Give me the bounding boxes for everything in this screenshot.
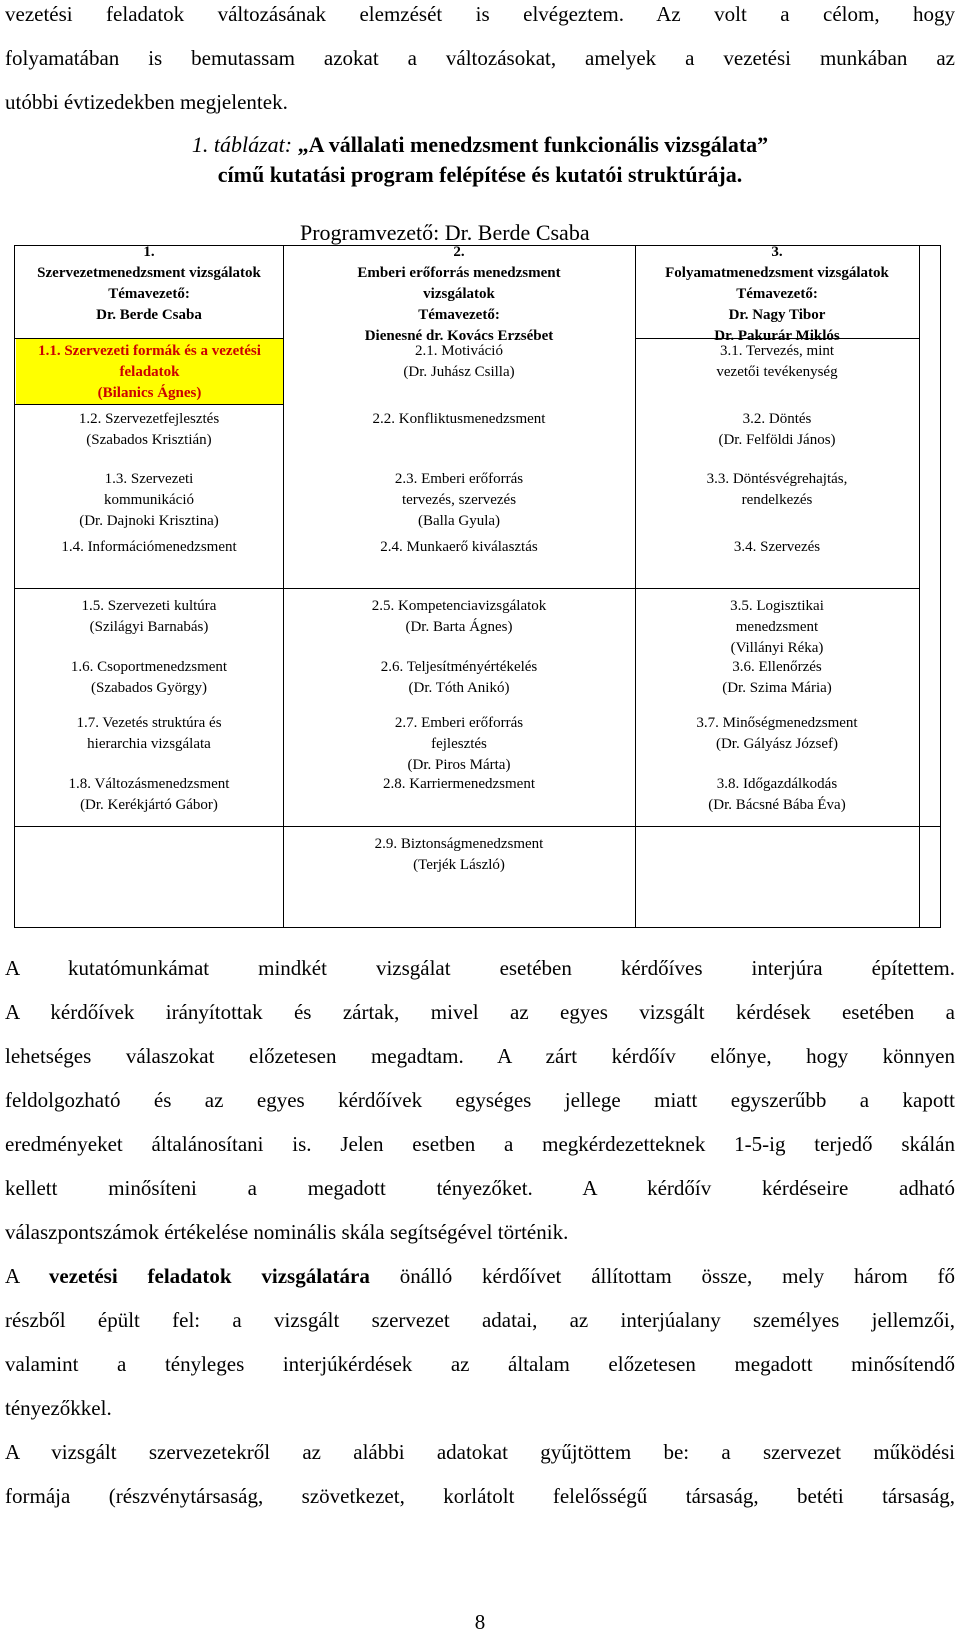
body-p3-line-2: formája (részvénytársaság, szövetkezet, korlátolt felelősségű társaság, betéti társaság,	[5, 1484, 955, 1508]
cell-3-3: 3.3. Döntésvégrehajtás, rendelkezés	[706, 471, 848, 508]
col1-header: 1. Szervezetmenedzsment vizsgálatok Témavezető: Dr. Berde Csaba	[37, 244, 261, 323]
body-p1-line-6: kellett minősíteni a megadott tényezőket. A kérdőív kérdéseire adható	[5, 1176, 955, 1200]
page-number: 8	[474, 1610, 486, 1634]
p2-start: A	[5, 1264, 49, 1288]
cell-3-4: 3.4. Szervezés	[733, 539, 821, 555]
cell-3-2: 3.2. Döntés (Dr. Felföldi János)	[718, 411, 836, 448]
table-caption-label: 1. táblázat:	[191, 132, 293, 157]
cell-2-5: 2.5. Kompetenciavizsgálatok (Dr. Barta Ágnes)	[371, 598, 547, 635]
cell-2-8: 2.8. Karriermenedzsment	[382, 776, 536, 792]
table-caption-line-1	[0, 130, 960, 160]
body-p2-line-2: részből épült fel: a vizsgált szervezet adatai, az interjúalany személyes jellemzői,	[5, 1308, 955, 1332]
cell-3-8: 3.8. Időgazdálkodás (Dr. Bácsné Bába Éva)	[708, 776, 846, 813]
cell-1-5: 1.5. Szervezeti kultúra (Szilágyi Barnabás)	[81, 598, 217, 635]
body-p1-line-3: lehetséges válaszokat előzetesen megadtam. A zárt kérdőív előnye, hogy könnyen	[5, 1044, 955, 1068]
cell-1-6: 1.6. Csoportmenedzsment (Szabados György)	[70, 659, 228, 696]
body-p1-line-2: A kérdőívek irányítottak és zártak, mivel az egyes vizsgált kérdések esetében a	[5, 1000, 955, 1024]
table-caption-title-1: „A vállalati menedzsment funkcionális vizsgálata”	[297, 132, 769, 157]
program-leader: Programvezető: Dr. Berde Csaba	[300, 220, 590, 245]
cell-2-6: 2.6. Teljesítményértékelés (Dr. Tóth Anikó)	[380, 659, 538, 696]
body-p1-line-7: válaszpontszámok értékelése nominális skála segítségével történik.	[5, 1220, 569, 1244]
highlighted-cell	[16, 339, 283, 404]
table-caption-title-2: című kutatási program felépítése és kutatói struktúrája.	[217, 162, 743, 187]
cell-2-4: 2.4. Munkaerő kiválasztás	[380, 539, 538, 555]
cell-3-6: 3.6. Ellenőrzés (Dr. Szima Mária)	[722, 659, 832, 696]
research-structure-table	[14, 245, 941, 928]
body-p1-line-5: eredményeket általánosítani is. Jelen esetben a megkérdezetteknek 1-5-ig terjedő skálán	[5, 1132, 955, 1156]
cell-1-4: 1.4. Információmenedzsment	[61, 539, 237, 555]
body-p1-line-1: A kutatómunkámat mindkét vizsgálat esetében kérdőíves interjúra építettem.	[5, 956, 955, 980]
cell-1-3: 1.3. Szervezeti kommunikáció (Dr. Dajnoki Krisztina)	[79, 471, 219, 529]
cell-3-7: 3.7. Minőségmenedzsment (Dr. Gályász József)	[696, 715, 858, 752]
intro-line-3: utóbbi évtizedekben megjelentek.	[5, 90, 288, 114]
body-p3-line-1: A vizsgált szervezetekről az alábbi adatokat gyűjtöttem be: a szervezet működési	[5, 1440, 955, 1464]
body-p1-line-4: feldolgozható és az egyes kérdőívek egységes jellege miatt egyszerűbb a kapott	[5, 1088, 955, 1112]
body-p2-line-1	[5, 1254, 955, 1298]
col3-header: 3. Folyamatmenedzsment vizsgálatok Témavezető: Dr. Nagy Tibor Dr. Pakurár Miklós	[665, 244, 889, 344]
cell-2-9: 2.9. Biztonságmenedzsment (Terjék László)	[374, 836, 544, 873]
cell-2-3: 2.3. Emberi erőforrás tervezés, szervezés (Balla Gyula)	[394, 471, 524, 529]
p2-rest: önálló kérdőívet állítottam össze, mely három fő	[369, 1264, 955, 1288]
intro-line-2: folyamatában is bemutassam azokat a változásokat, amelyek a vezetési munkában az	[5, 46, 955, 70]
p2-bold: vezetési feladatok vizsgálatára	[48, 1264, 370, 1288]
body-p2-line-4: tényezőkkel.	[5, 1396, 112, 1420]
cell-2-7: 2.7. Emberi erőforrás fejlesztés (Dr. Piros Márta)	[394, 715, 524, 773]
cell-1-2: 1.2. Szervezetfejlesztés (Szabados Krisztián)	[78, 411, 220, 448]
intro-line-1: vezetési feladatok változásának elemzését is elvégeztem. Az volt a célom, hogy	[5, 2, 955, 26]
body-p2-line-3: valamint a tényleges interjúkérdések az általam előzetesen megadott minősítendő	[5, 1352, 955, 1376]
cell-3-1: 3.1. Tervezés, mint vezetői tevékenység	[716, 343, 838, 380]
cell-2-2: 2.2. Konfliktusmenedzsment	[372, 411, 546, 427]
cell-2-1: 2.1. Motiváció (Dr. Juhász Csilla)	[403, 343, 515, 380]
cell-1-1: 1.1. Szervezeti formák és a vezetési feladatok (Bilanics Ágnes)	[38, 343, 261, 401]
cell-1-8: 1.8. Változásmenedzsment (Dr. Kerékjártó Gábor)	[68, 776, 230, 813]
cell-3-5: 3.5. Logisztikai menedzsment (Villányi Réka)	[730, 598, 824, 656]
col2-header: 2. Emberi erőforrás menedzsment vizsgálatok Témavezető: Dienesné dr. Kovács Erzsébet	[357, 244, 561, 344]
cell-1-7: 1.7. Vezetés struktúra és hierarchia vizsgálata	[76, 715, 222, 752]
